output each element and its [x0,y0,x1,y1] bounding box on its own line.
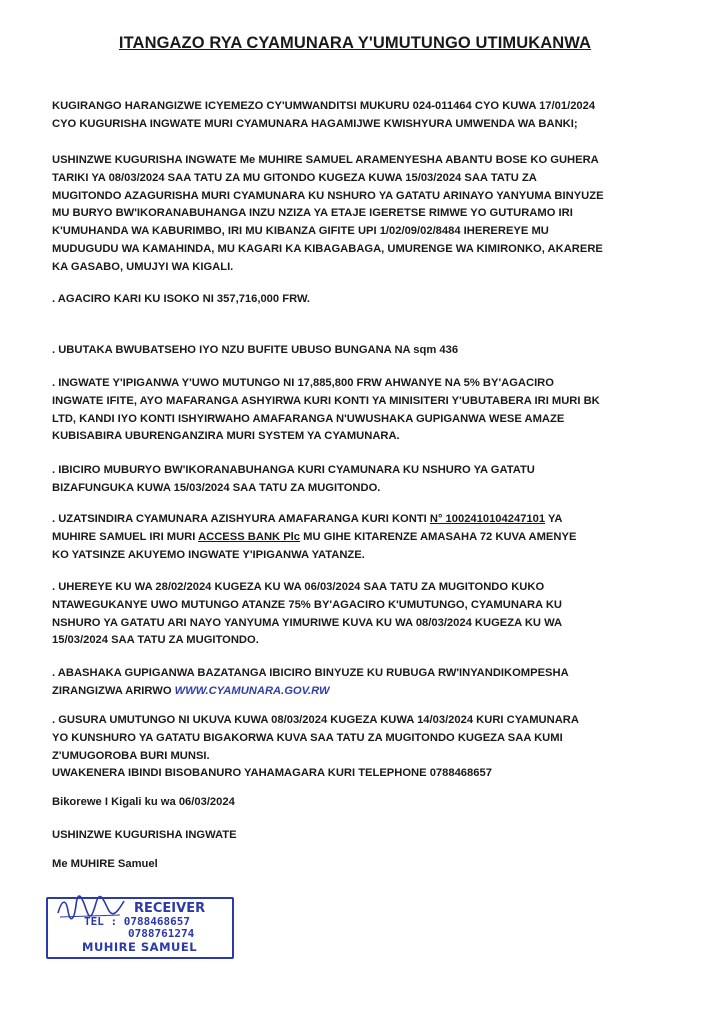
date-line: Bikorewe I Kigali ku wa 06/03/2024 [52,796,235,808]
announcement-line: K'UMUHANDA WA KABURIMBO, IRI MU KIBANZA GIFITE UPI 1/02/09/02/8484 IHEREREYE MU [52,225,549,238]
deposit-line: LTD, KANDI IYO KONTI ISHYIRWAHO AMAFARANGA N'UWUSHAKA GUPIGANWA WESE AMAZE [52,412,565,425]
visit-line: UWAKENERA IBINDI BISOBANURO YAHAMAGARA KURI TELEPHONE 0788468657 [52,767,492,780]
announcement-line: MU BURYO BW'IKORANABUHANGA INZU NZIZA YA ETAJE IGERETSE RIMWE YO GUTURAMO IRI [52,207,573,220]
land-area-line: . UBUTAKA BWUBATSEHO IYO NZU BUFITE UBUSO BUNGANA NA sqm 436 [52,344,459,356]
postponement-line: NSHURO YA GATATU ARI NAYO YANYUMA YIMURIWE KUVA KU WA 08/03/2024 KUGEZA KU WA [52,616,563,629]
payment-line: KO YATSINZE AKUYEMO INGWATE Y'IPIGANWA YATANZE. [52,548,365,561]
announcement-line: TARIKI YA 08/03/2024 SAA TATU ZA MU GITONDO KUGEZA KUWA 15/03/2024 SAA TATU ZA [52,171,537,184]
stamp-name: MUHIRE SAMUEL [82,940,198,954]
sale-announcement-paragraph [52,152,630,277]
bidding-opening-paragraph [52,462,630,498]
account-number: N° 1002410104247101 [429,513,546,525]
visit-line: Z'UMUGOROBA BURI MUNSI. [52,749,210,762]
bidding-website-paragraph [52,665,630,701]
payment-line: . UZATSINDIRA CYAMUNARA AZISHYURA AMAFARANGA KURI KONTI N° 1002410104247101 YA [52,513,563,525]
bid-deposit-paragraph [52,375,630,446]
postponement-paragraph [52,579,630,650]
bank-name: ACCESS BANK Plc [198,530,301,543]
notice-title: ITANGAZO RYA CYAMUNARA Y'UMUTUNGO UTIMUKANWA [118,34,592,52]
visit-paragraph [52,712,630,783]
announcement-line: USHINZWE KUGURISHA INGWATE Me MUHIRE SAMUEL ARAMENYESHA ABANTU BOSE KO GUHERA [52,154,599,166]
postponement-line: 15/03/2024 SAA TATU ZA MUGITONDO. [52,634,259,647]
deposit-line: INGWATE IFITE, AYO MAFARANGA ASHYIRWA KURI KONTI YA MINISITERI Y'UBUTABERA IRI MURI BK [52,394,600,407]
signer-name: Me MUHIRE Samuel [52,858,158,870]
website-link[interactable]: WWW.CYAMUNARA.GOV.RW [174,684,330,697]
receiver-stamp [46,897,234,959]
stamp-phone-2: 0788761274 [128,927,195,940]
intro-line: KUGIRANGO HARANGIZWE ICYEMEZO CY'UMWANDITSI MUKURU 024-011464 CYO KUWA 17/01/2024 [52,100,596,112]
opening-line: BIZAFUNGUKA KUWA 15/03/2024 SAA TATU ZA MUGITONDO. [52,481,381,494]
deposit-line: KUBISABIRA UBURENGANZIRA MURI SYSTEM YA CYAMUNARA. [52,430,400,443]
deposit-line: . INGWATE Y'IPIGANWA Y'UWO MUTUNGO NI 17,885,800 FRW AHWANYE NA 5% BY'AGACIRO [52,377,554,389]
website-line: ZIRANGIZWA ARIRWO WWW.CYAMUNARA.GOV.RW [52,684,330,697]
postponement-line: NTAWEGUKANYE UWO MUTUNGO ATANZE 75% BY'AGACIRO K'UMUTUNGO, CYAMUNARA KU [52,598,562,611]
intro-paragraph [52,98,630,134]
intro-line: CYO KUGURISHA INGWATE MURI CYAMUNARA HAGAMIJWE KWISHYURA UMWENDA WA BANKI; [52,117,578,130]
visit-line: . GUSURA UMUTUNGO NI UKUVA KUWA 08/03/2024 KUGEZA KUWA 14/03/2024 KURI CYAMUNARA [52,714,579,726]
market-value-line: . AGACIRO KARI KU ISOKO NI 357,716,000 FRW. [52,293,310,305]
signer-role: USHINZWE KUGURISHA INGWATE [52,829,237,841]
announcement-line: MUDUGUDU WA KAMAHINDA, MU KAGARI KA KIBAGABAGA, UMURENGE WA KIMIRONKO, AKARERE [52,242,603,255]
announcement-line: KA GASABO, UMUJYI WA KIGALI. [52,260,234,273]
website-line: . ABASHAKA GUPIGANWA BAZATANGA IBICIRO BINYUZE KU RUBUGA RW'INYANDIKOMPESHA [52,667,569,679]
announcement-line: MUGITONDO AZAGURISHA MURI CYAMUNARA KU NSHURO YA GATATU ARINAYO YANYUMA BINYUZE [52,189,604,202]
payment-line: MUHIRE SAMUEL IRI MURI ACCESS BANK Plc MU GIHE KITARENZE AMASAHA 72 KUVA AMENYE [52,530,577,543]
opening-line: . IBICIRO MUBURYO BW'IKORANABUHANGA KURI CYAMUNARA KU NSHURO YA GATATU [52,464,535,476]
postponement-line: . UHEREYE KU WA 28/02/2024 KUGEZA KU WA 06/03/2024 SAA TATU ZA MUGITONDO KUKO [52,581,545,593]
visit-line: YO KUNSHURO YA GATATU BIGAKORWA KUVA SAA TATU ZA MUGITONDO KUGEZA SAA KUMI [52,731,563,744]
stamp-title: RECEIVER [134,901,206,916]
payment-paragraph [52,511,630,564]
stamp-phone-1: TEL : 0788468657 [84,915,190,928]
